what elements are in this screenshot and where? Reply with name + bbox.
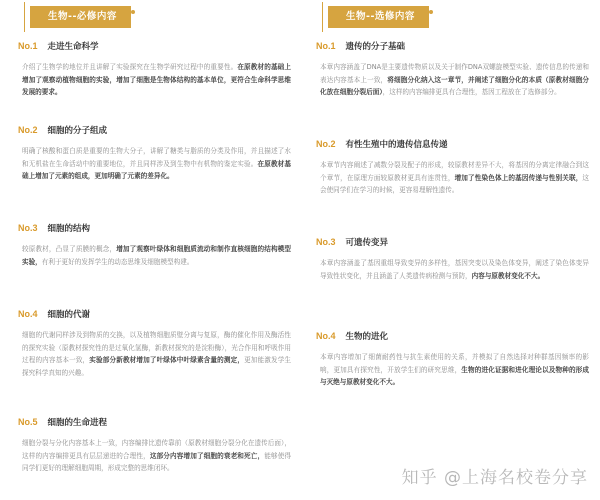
section-title: 可遗传变异 bbox=[345, 238, 389, 248]
elective-content-banner: 生物--选修内容 bbox=[328, 6, 429, 28]
section-body: 明确了核酸和蛋白质是重要的生物大分子，讲解了糖类与脂质的分类及作用，并且描述了水和无机盐在生命活动中的重要地位，并且同样涉及到生物中有机物的鉴定实验。在原教材基础上增加了元素的组成，更加明确了元素的差异化。 bbox=[22, 147, 292, 180]
section-title: 细胞的结构 bbox=[47, 224, 91, 234]
right-column bbox=[306, 0, 596, 500]
section-number: No.1 bbox=[316, 41, 336, 51]
section-body: 本章内容涵盖了DNA是主要遗传物质以及关于制作DNA双螺旋模型实验、遗传信息的传递和表达内容基本上一致，将细胞分化纳入这一章节，并阐述了细胞分化的本质（原教材细胞分化放在细胞分裂后面），这样的内容编排更具有合理性，基因工程放在了选修部分。 bbox=[320, 63, 590, 96]
left-section-1 bbox=[18, 40, 293, 99]
section-body: 本章内容增加了细菌耐药性与抗生素使用的关系，并模拟了自然选择对种群基因频率的影响，更加具有探究性，开放学生们的研究思维，生物的进化证据和进化理论以及物种的形成与灭绝与原教材变化不大。 bbox=[320, 353, 590, 386]
section-body: 较原教材，凸显了质膜的概念，增加了观察叶绿体和细胞质流动和制作直核细胞的结构模型实验，有利于更好的发挥学生的动态思维及细胞模型构建。 bbox=[22, 245, 292, 266]
section-number: No.2 bbox=[18, 125, 38, 135]
left-section-2 bbox=[18, 124, 293, 183]
required-content-banner: 生物--必修内容 bbox=[30, 6, 131, 28]
section-number: No.4 bbox=[18, 309, 38, 319]
right-section-1 bbox=[316, 40, 591, 99]
section-title: 细胞的生命进程 bbox=[47, 418, 108, 428]
left-section-3 bbox=[18, 222, 293, 268]
section-title: 细胞的分子组成 bbox=[47, 126, 108, 136]
section-body: 细胞的代谢同样涉及到物质的交换，以及植物细胞质壁分离与复原，酶的催化作用及酶活性的探究实验（原教材探究性的是过氧化氢酶，新教材探究的是淀粉酶），光合作用和呼吸作用过程的内容基本一致，实验部分新教材增加了叶绿体中叶绿素含量的测定，更加能激发学生探究科学真知的兴趣。 bbox=[22, 331, 292, 377]
section-body: 介绍了生物学的地位并且讲解了实验探究在生物学研究过程中的重要性。在原教材的基础上增加了观察动植物细胞的实验，增加了细胞是生物体结构的基本单位，更符合生命科学思维发展的要求。 bbox=[22, 63, 292, 96]
left-section-4 bbox=[18, 308, 293, 379]
left-section-5 bbox=[18, 416, 293, 475]
section-number: No.4 bbox=[316, 331, 336, 341]
section-title: 有性生殖中的遗传信息传递 bbox=[345, 140, 448, 150]
section-title: 生物的进化 bbox=[345, 332, 389, 342]
section-number: No.2 bbox=[316, 139, 336, 149]
section-title: 走进生命科学 bbox=[47, 42, 99, 52]
section-title: 细胞的代谢 bbox=[47, 310, 91, 320]
section-body: 细胞分裂与分化内容基本上一致，内容编排比遗传靠前（原教材细胞分裂分化在遗传后面），这样的内容编排更具有层层递进的合理性，这部分内容增加了细胞的衰老和死亡，能够使得同学们更好的理解细胞周期，形成完整的思维闭环。 bbox=[22, 439, 292, 472]
section-body: 本章内容涵盖了基因重组导致变异的多样性，基因突变以及染色体变异，阐述了染色体变异导致性状变化，并且涵盖了人类遗传病检测与预防，内容与原教材变化不大。 bbox=[320, 259, 589, 280]
section-number: No.3 bbox=[18, 223, 38, 233]
left-column bbox=[8, 0, 298, 500]
right-section-2 bbox=[316, 138, 591, 197]
section-number: No.5 bbox=[18, 417, 38, 427]
section-number: No.3 bbox=[316, 237, 336, 247]
zhihu-watermark: 知乎 @上海名校卷分享 bbox=[401, 468, 588, 488]
section-number: No.1 bbox=[18, 41, 38, 51]
right-section-4 bbox=[316, 330, 591, 389]
right-section-3 bbox=[316, 236, 591, 282]
section-body: 本章节内容阐述了减数分裂及配子的形成，较原教材差异不大，将基因的分离定律融合到这个章节，在原理方面较原教材更具有连贯性，增加了性染色体上的基因传递与性别关联，这会使同学们在学习的时候，更容易理解性遗传。 bbox=[320, 161, 590, 194]
section-title: 遗传的分子基础 bbox=[345, 42, 406, 52]
